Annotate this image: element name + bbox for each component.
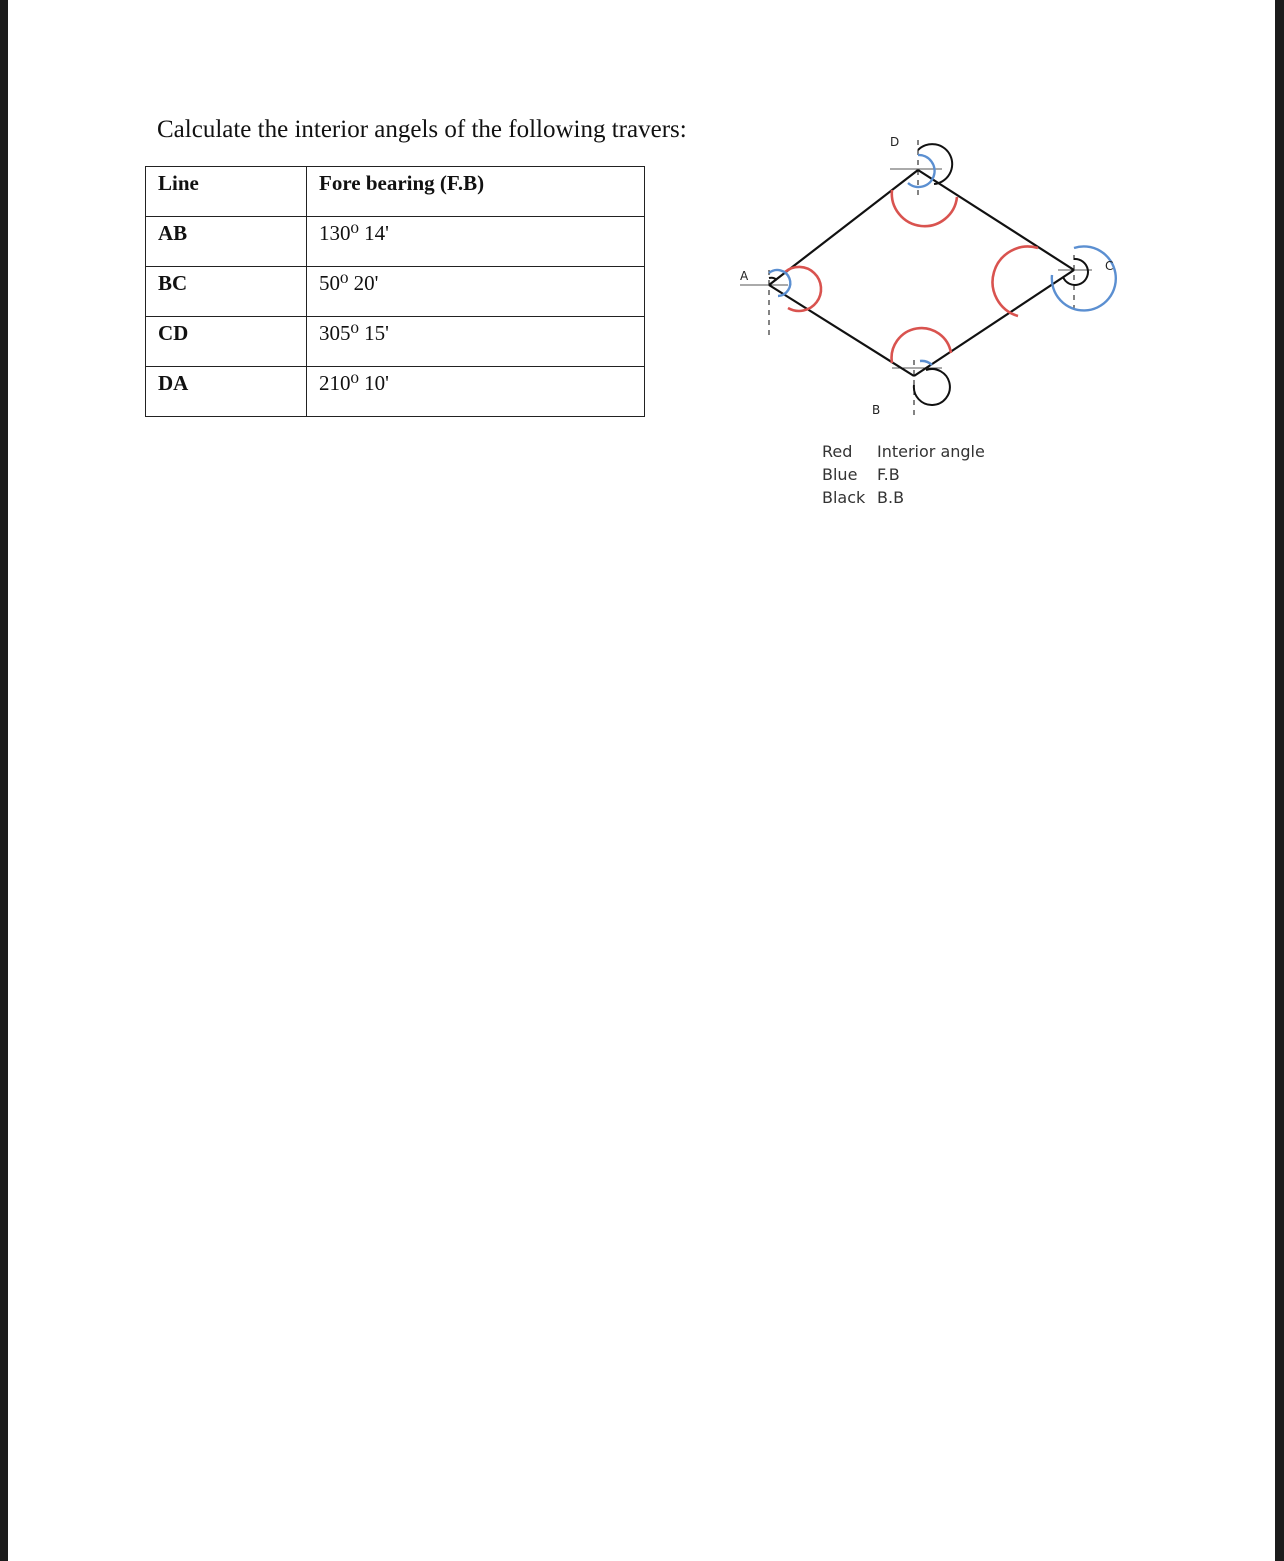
interior-angle-arcs: [785, 190, 1038, 363]
legend-meaning: Interior angle: [877, 442, 985, 461]
bb-arc-b: [914, 369, 950, 405]
label-a: A: [740, 269, 749, 283]
bearing-cell: 210⁰ 10': [307, 367, 645, 417]
table-row: [146, 217, 645, 267]
traverse-diagram: [720, 120, 1120, 430]
interior-arc-a: [785, 267, 821, 311]
legend-item: [822, 440, 985, 463]
bearing-cell: 130⁰ 14': [307, 217, 645, 267]
interior-arc-c: [993, 247, 1038, 316]
legend-meaning: F.B: [877, 465, 900, 484]
legend-color: Blue: [822, 465, 858, 484]
bb-arc-d: [918, 144, 952, 184]
bearing-cell: 305⁰ 15': [307, 317, 645, 367]
table-header-row: [146, 167, 645, 217]
table-row: [146, 317, 645, 367]
label-d: D: [890, 135, 900, 149]
bb-arc-a: [769, 278, 777, 280]
table-row: [146, 267, 645, 317]
line-cb: [914, 270, 1074, 376]
legend-item: [822, 463, 985, 486]
line-cell: AB: [146, 217, 307, 267]
line-cell: BC: [146, 267, 307, 317]
right-dark-border: [1275, 0, 1284, 1561]
interior-arc-d: [892, 190, 957, 226]
legend-color: Black: [822, 488, 866, 507]
table-row: [146, 367, 645, 417]
bb-arc-c: [1063, 259, 1088, 285]
header-line: Line: [146, 167, 307, 217]
header-fore-bearing: Fore bearing (F.B): [307, 167, 645, 217]
bearing-cell: 50⁰ 20': [307, 267, 645, 317]
left-dark-border: [0, 0, 8, 1561]
legend-item: [822, 486, 985, 509]
line-cell: DA: [146, 367, 307, 417]
bearing-table: [145, 166, 645, 417]
line-cell: CD: [146, 317, 307, 367]
question-prompt: Calculate the interior angels of the following travers:: [157, 116, 687, 143]
north-meridians: [769, 140, 1074, 420]
fb-arc-b: [920, 361, 932, 365]
legend-meaning: B.B: [877, 488, 905, 507]
color-legend: [822, 440, 985, 509]
label-b: B: [872, 403, 881, 417]
label-c: C: [1105, 259, 1114, 273]
legend-color: Red: [822, 442, 853, 461]
